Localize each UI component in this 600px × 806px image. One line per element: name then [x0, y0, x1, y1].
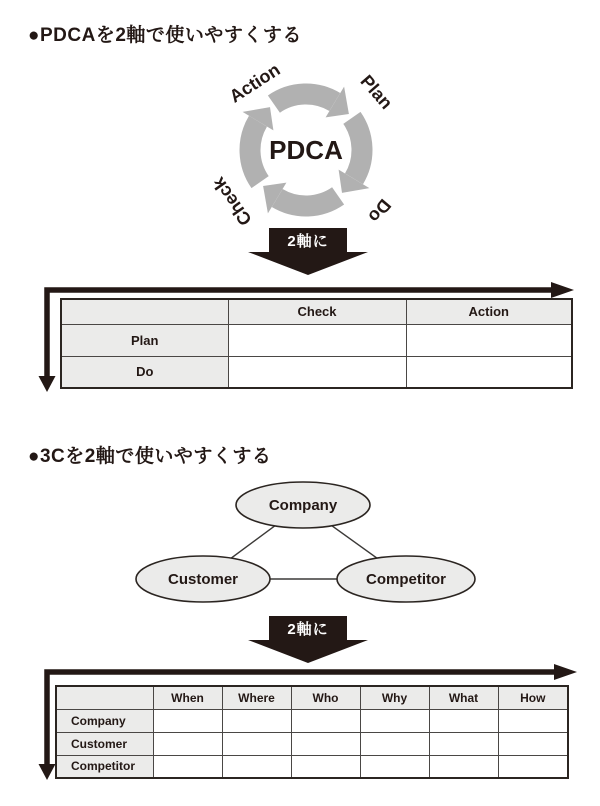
empty-cell [228, 324, 406, 356]
pdca-cycle-diagram [206, 50, 406, 250]
cycle-label-plan: Plan [356, 71, 397, 113]
empty-cell [153, 709, 222, 732]
section-title-pdca: ●PDCAを2軸で使いやすくする [28, 25, 302, 46]
row-header: Competitor [56, 755, 153, 778]
node-label-customer: Customer [167, 571, 239, 588]
column-header: Who [291, 686, 360, 709]
empty-cell [360, 755, 429, 778]
empty-cell [153, 755, 222, 778]
y-axis-arrowhead-icon [39, 376, 56, 392]
cycle-arc [250, 121, 260, 182]
row-header: Plan [61, 324, 228, 356]
empty-cell [228, 356, 406, 388]
column-header: How [498, 686, 568, 709]
row-header: Company [56, 709, 153, 732]
transform-arrow-3c [248, 616, 368, 663]
cycle-label-action: Action [225, 59, 284, 107]
empty-cell [291, 709, 360, 732]
table-row [56, 732, 568, 755]
empty-cell [222, 732, 291, 755]
three-c-diagram [120, 478, 490, 608]
three-c-matrix-table [55, 685, 569, 779]
empty-cell [360, 732, 429, 755]
empty-cell [291, 755, 360, 778]
cycle-label-do: Do [364, 195, 395, 227]
node-label-competitor: Competitor [366, 571, 446, 588]
transform-arrow-pdca [248, 228, 368, 275]
y-axis-arrowhead-icon [39, 764, 56, 780]
cycle-arc [277, 196, 338, 206]
empty-cell [406, 324, 572, 356]
cycle-label-check: Check [208, 173, 256, 230]
table-row [61, 324, 572, 356]
empty-cell [498, 732, 568, 755]
corner-cell [56, 686, 153, 709]
section-title-3c: ●3Cを2軸で使いやすくする [28, 446, 272, 467]
table-header-row [56, 686, 568, 709]
table-row [61, 356, 572, 388]
cycle-center-label: PDCA [269, 135, 343, 165]
empty-cell [291, 732, 360, 755]
empty-cell [429, 732, 498, 755]
column-header: Why [360, 686, 429, 709]
table-row [56, 709, 568, 732]
row-header: Customer [56, 732, 153, 755]
empty-cell [498, 709, 568, 732]
column-header: When [153, 686, 222, 709]
node-label-company: Company [268, 497, 338, 514]
column-header: What [429, 686, 498, 709]
column-header: Action [406, 299, 572, 324]
x-axis-arrowhead-icon [551, 282, 574, 298]
cycle-arc [352, 118, 362, 179]
table-header-row [61, 299, 572, 324]
table-row [56, 755, 568, 778]
column-header: Where [222, 686, 291, 709]
corner-cell [61, 299, 228, 324]
empty-cell [429, 709, 498, 732]
empty-cell [429, 755, 498, 778]
column-header: Check [228, 299, 406, 324]
empty-cell [222, 755, 291, 778]
empty-cell [406, 356, 572, 388]
down-arrow-icon [248, 252, 368, 275]
pdca-matrix-table [60, 298, 573, 389]
row-header: Do [61, 356, 228, 388]
empty-cell [360, 709, 429, 732]
empty-cell [222, 709, 291, 732]
empty-cell [498, 755, 568, 778]
transform-arrow-label: 2軸に [287, 620, 329, 638]
transform-arrow-label: 2軸に [287, 232, 329, 250]
x-axis-arrowhead-icon [554, 664, 577, 680]
cycle-arc [274, 94, 335, 104]
empty-cell [153, 732, 222, 755]
